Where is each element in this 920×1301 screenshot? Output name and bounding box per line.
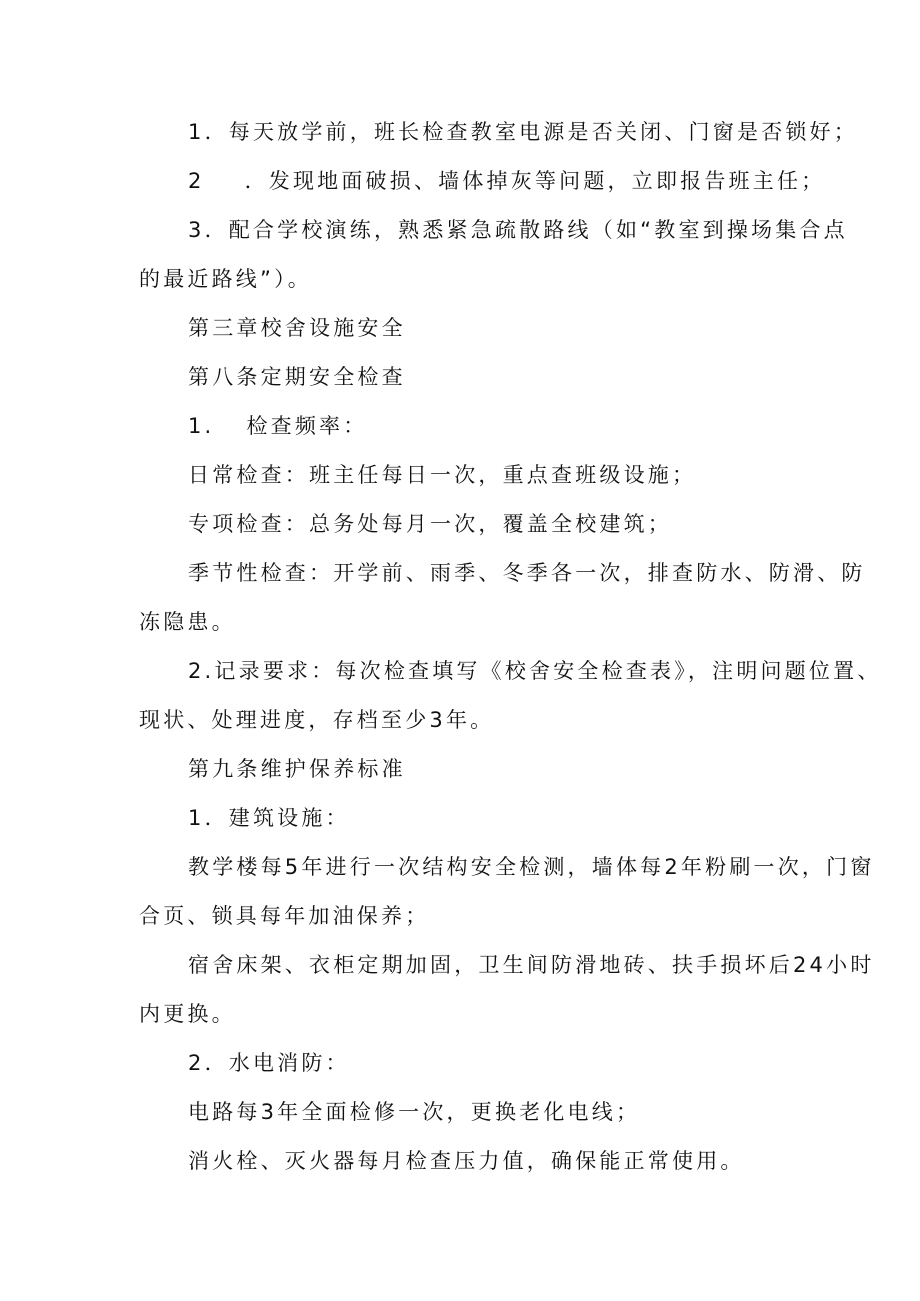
line-text: ．每天放学前，班长检查教室电源是否关闭、门窗是否锁好； (204, 120, 858, 144)
list-number: 1. (188, 414, 215, 438)
line-text: 第九条维护保养标准 (188, 757, 406, 781)
line-text: 消火栓、灭火器每月检查压力值，确保能正常使用。 (188, 1149, 745, 1173)
paragraph-line (188, 509, 672, 539)
line-text: ．水电消防： (204, 1051, 350, 1075)
chapter-heading (188, 313, 406, 343)
paragraph-line (188, 117, 858, 147)
paragraph-line (139, 901, 429, 931)
line-text: 2.记录要求：每次检查填写《校舍安全检查表》，注明问题位置、 (188, 659, 882, 683)
line-text: 日常检查：班主任每日一次，重点查班级设施； (188, 463, 697, 487)
article-heading (188, 754, 406, 784)
paragraph-line (188, 1048, 350, 1078)
paragraph-line (188, 460, 696, 490)
paragraph-line (188, 852, 875, 882)
line-text: 教学楼每5年进行一次结构安全检测，墙体每2年粉刷一次，门窗 (188, 855, 875, 879)
line-text: ．建筑设施： (204, 806, 350, 830)
paragraph-line (139, 264, 312, 294)
line-text: 现状、处理进度，存档至少3年。 (139, 708, 495, 732)
paragraph-line (188, 1097, 640, 1127)
line-text: 检查频率： (246, 414, 368, 438)
list-number: 2 (188, 1051, 205, 1075)
paragraph-line (139, 607, 236, 637)
line-text: 第三章校舍设施安全 (188, 316, 406, 340)
paragraph-line (188, 166, 825, 196)
line-text: 内更换。 (139, 1002, 236, 1026)
line-text: ．配合学校演练，熟悉紧急疏散路线（如“教室到操场集合点 (204, 218, 848, 242)
list-number: 1 (188, 120, 205, 144)
article-heading (188, 362, 406, 392)
paragraph-line (188, 558, 866, 588)
line-text: 宿舍床架、衣柜定期加固，卫生间防滑地砖、扶手损坏后24小时 (188, 953, 875, 977)
line-text: 电路每3年全面检修一次，更换老化电线； (188, 1100, 641, 1124)
paragraph-line (188, 950, 875, 980)
list-number: 3 (188, 218, 205, 242)
paragraph-line (188, 1146, 745, 1176)
line-text: 季节性检查：开学前、雨季、冬季各一次，排查防水、防滑、防 (188, 561, 866, 585)
paragraph-line (188, 803, 350, 833)
paragraph-line (188, 656, 882, 686)
paragraph-line (188, 215, 848, 245)
line-text: 冻隐患。 (139, 610, 236, 634)
line-text: 专项检查：总务处每月一次，覆盖全校建筑； (188, 512, 672, 536)
line-text: 的最近路线”）。 (139, 267, 312, 291)
paragraph-line (139, 999, 236, 1029)
line-text: ．发现地面破损、墙体掉灰等问题，立即报告班主任； (244, 169, 826, 193)
paragraph-line (139, 705, 494, 735)
paragraph-line (188, 411, 367, 441)
list-number: 1 (188, 806, 205, 830)
line-text: 第八条定期安全检查 (188, 365, 406, 389)
list-number: 2 (188, 169, 205, 193)
line-text: 合页、锁具每年加油保养； (139, 904, 430, 928)
